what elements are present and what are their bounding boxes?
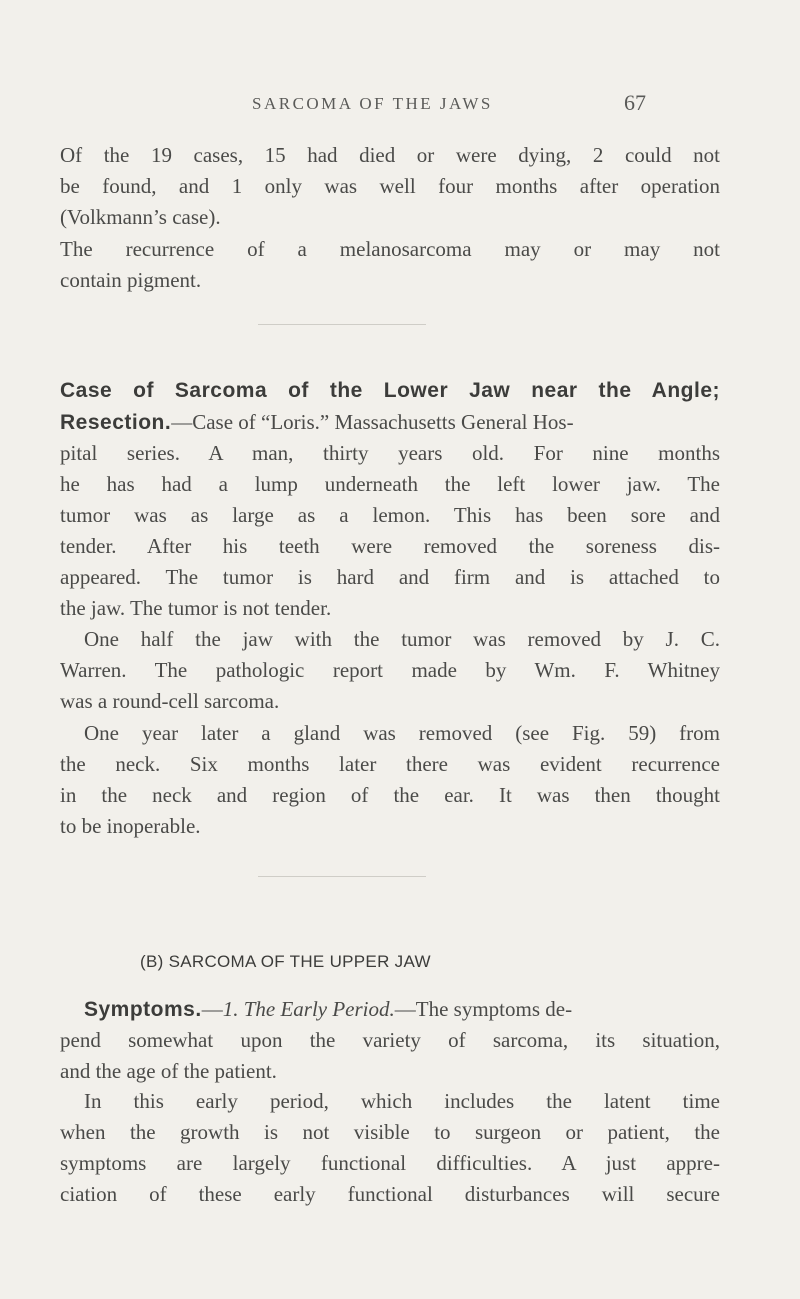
text-line: The recurrence of a melanosarcoma may or may not xyxy=(60,237,720,261)
text-line: was a round-cell sarcoma. xyxy=(60,689,280,713)
text-line: One half the jaw with the tumor was removed by J. C. xyxy=(84,627,720,651)
text-run: —Case of “Loris.” Massachusetts General Hos- xyxy=(171,410,574,434)
text-line xyxy=(60,407,720,437)
paragraph-recurrence xyxy=(60,234,720,304)
case-heading: Case of Sarcoma of the Lower Jaw near the Angle; xyxy=(60,379,720,402)
text-line xyxy=(84,994,720,1024)
text-line: when the growth is not visible to surgeon or patient, the xyxy=(60,1120,720,1144)
dash: — xyxy=(201,997,223,1021)
text-line: and the age of the patient. xyxy=(60,1059,277,1083)
text-line: contain pigment. xyxy=(60,268,202,292)
symptoms-section xyxy=(60,994,720,1084)
text-line: tumor was as large as a lemon. This has been sore and xyxy=(60,503,720,527)
text-run: —The symptoms de- xyxy=(394,997,573,1021)
text-line: tender. After his teeth were removed the soreness dis- xyxy=(60,534,720,558)
text-line: in the neck and region of the ear. It was then thought xyxy=(60,783,720,807)
text-line: pend somewhat upon the variety of sarcoma, its situation, xyxy=(60,1028,720,1052)
paragraph-operation xyxy=(60,624,720,724)
text-line: ciation of these early functional disturbances will secure xyxy=(60,1182,720,1206)
text-line: be found, and 1 only was well four months after operation xyxy=(60,174,720,198)
page-number: 67 xyxy=(624,90,646,115)
text-line: the neck. Six months later there was evident recurrence xyxy=(60,752,720,776)
text-line: Of the 19 cases, 15 had died or were dying, 2 could not xyxy=(60,143,720,167)
running-header xyxy=(0,90,800,124)
text-line: pital series. A man, thirty years old. For nine months xyxy=(60,441,720,465)
divider xyxy=(258,324,426,325)
divider xyxy=(258,876,426,877)
section-heading: (B) SARCOMA OF THE UPPER JAW xyxy=(140,952,431,971)
period-label: 1. The Early Period. xyxy=(222,997,395,1021)
text-line: (Volkmann’s case). xyxy=(60,205,221,229)
case-heading-resection: Resection. xyxy=(60,411,172,434)
text-line: appeared. The tumor is hard and firm and is attached to xyxy=(60,565,720,589)
text-line: In this early period, which includes the latent time xyxy=(84,1089,720,1113)
text-line: symptoms are largely functional difficulties. A just appre- xyxy=(60,1151,720,1175)
text-line: he has had a lump underneath the left lower jaw. The xyxy=(60,472,720,496)
paragraph-early-period xyxy=(60,1086,720,1216)
text-line: Warren. The pathologic report made by Wm. F. Whitney xyxy=(60,658,720,682)
paragraph-recurrence-gland xyxy=(60,718,720,848)
text-line: the jaw. The tumor is not tender. xyxy=(60,596,332,620)
text-line: One year later a gland was removed (see Fig. 59) from xyxy=(84,721,720,745)
running-title: SARCOMA OF THE JAWS xyxy=(252,94,493,113)
symptoms-label: Symptoms. xyxy=(84,998,202,1021)
text-line: to be inoperable. xyxy=(60,814,201,838)
paragraph-case-summary xyxy=(60,140,720,240)
